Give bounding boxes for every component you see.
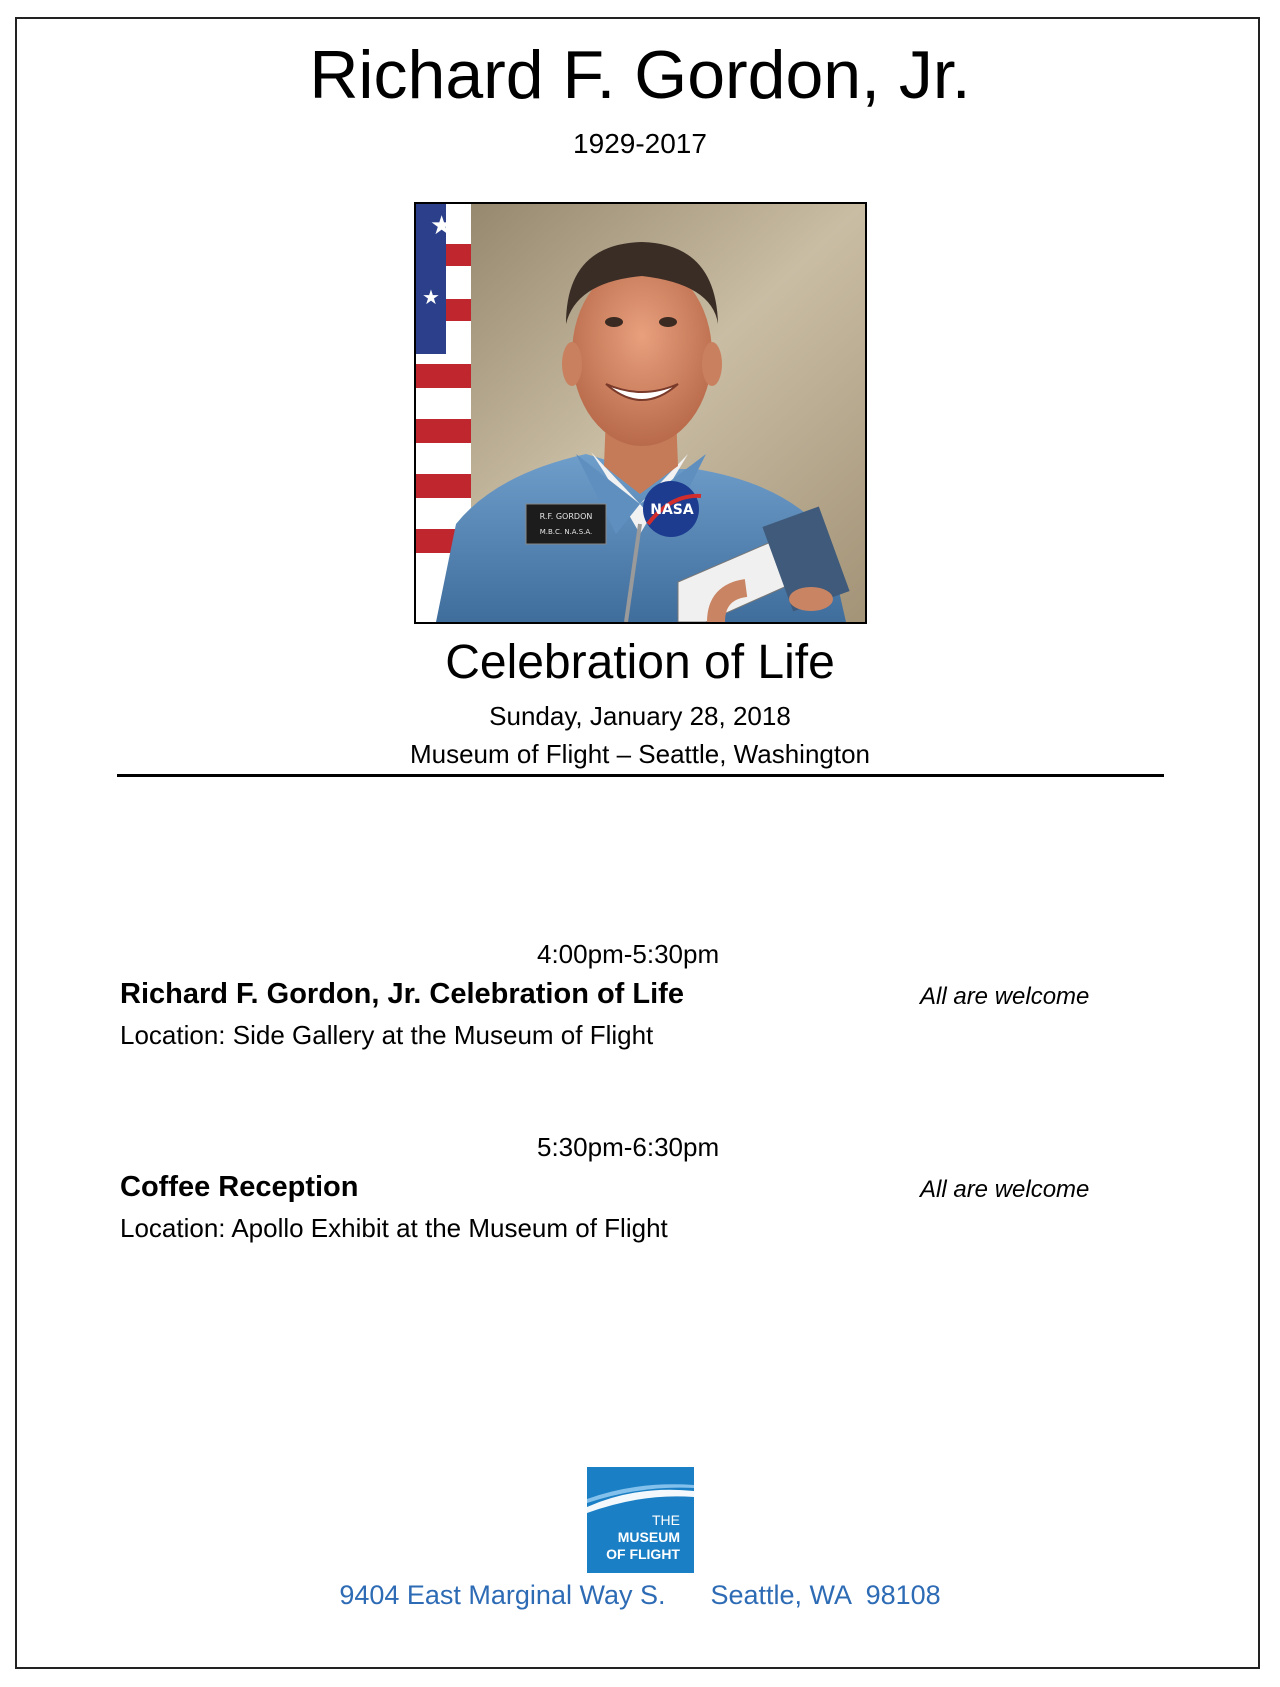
event-date: Sunday, January 28, 2018 xyxy=(489,701,791,731)
portrait-photo xyxy=(414,202,867,624)
session-time: 4:00pm-5:30pm xyxy=(537,939,720,969)
museum-of-flight-logo xyxy=(587,1467,694,1573)
address-city: Seattle, WA 98108 xyxy=(710,1580,941,1610)
svg-text:★: ★ xyxy=(422,285,440,309)
svg-text:★: ★ xyxy=(430,211,454,241)
session-name: Coffee Reception xyxy=(120,1171,359,1203)
session-welcome: All are welcome xyxy=(920,983,1090,1010)
event-venue: Museum of Flight – Seattle, Washington xyxy=(409,739,871,769)
address-street: 9404 East Marginal Way S. xyxy=(339,1580,666,1610)
honoree-name: Richard F. Gordon, Jr. xyxy=(309,37,971,113)
name-tag-line1: R.F. GORDON xyxy=(539,512,593,521)
session-welcome: All are welcome xyxy=(920,1176,1090,1203)
session-name: Richard F. Gordon, Jr. Celebration of Life xyxy=(120,978,684,1010)
logo-line2: MUSEUM xyxy=(617,1529,680,1545)
session-time: 5:30pm-6:30pm xyxy=(537,1132,720,1162)
session-location: Location: Apollo Exhibit at the Museum of Flight xyxy=(120,1213,668,1243)
logo-line3: OF FLIGHT xyxy=(606,1546,680,1562)
logo-line1: THE xyxy=(652,1512,680,1528)
footer-address xyxy=(0,1578,1280,1612)
session-location: Location: Side Gallery at the Museum of Flight xyxy=(120,1020,654,1050)
name-tag-line2: M.B.C. N.A.S.A. xyxy=(539,528,593,536)
honoree-years: 1929-2017 xyxy=(573,128,707,159)
nasa-patch-text: NASA xyxy=(650,502,694,518)
event-title: Celebration of Life xyxy=(445,636,835,689)
divider xyxy=(117,774,1164,777)
